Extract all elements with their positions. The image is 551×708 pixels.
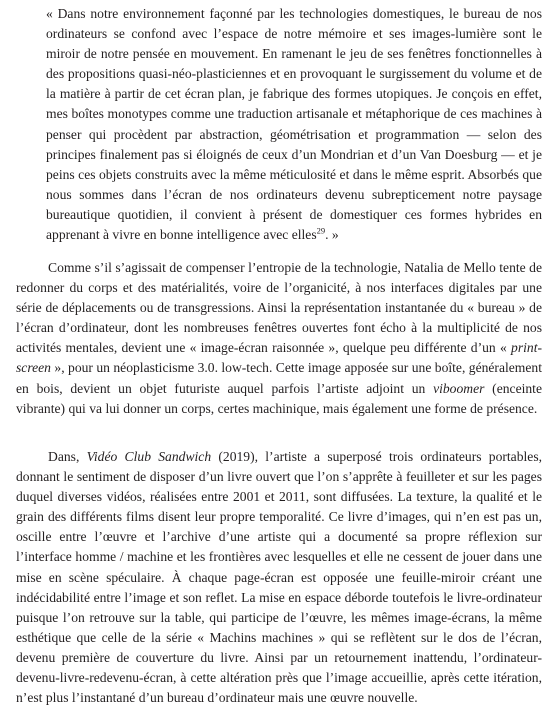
paragraph-1-text-e: (enceinte vibrante) qui va lui donner un corps, certes machinique, mais également une forme de présence. bbox=[16, 380, 542, 416]
term-print-screen: print-screen bbox=[16, 340, 542, 376]
work-title: Vidéo Club Sandwich bbox=[86, 449, 212, 464]
paragraph-1 bbox=[16, 258, 542, 419]
quote-end: . » bbox=[325, 227, 339, 243]
quote-text: « Dans notre environnement façonné par les technologies domestiques, le bureau de nos ordinateurs se confond avec l’espace de notre mémoire et ses images-lumière sont le miroir de notre pensée en mouvement. En ramenant le jeu de ses fenêtres fonctionnelles à des propositions quasi-néo-plasticiennes et en provoquant le surgissement du volume et de la matière à partir de cet écran plan, je fabrique des formes utopiques. Je conçois en effet, mes boîtes monotypes comme une traduction artisanale et métaphorique de ces machines à penser qui procèdent par abstraction, géométrisation et programmation — selon des principes finalement pas si éloignés de ceux d’un Mondrian et d’un Van Doesburg — et je peins ces objets construits avec la même méticulosité et dans le même esprit. Absorbés que nous sommes dans l’écran de nos ordinateurs devenu subrepticement notre paysage bureautique quotidien, il convient à présent de domestiquer ces formes hybrides en apprenant à vivre en bonne intelligence avec elles bbox=[46, 6, 542, 243]
term-viboomer: viboomer bbox=[433, 380, 485, 396]
footnote-marker[interactable]: 29 bbox=[316, 225, 326, 236]
paragraph-2-text-c: (2019), l’artiste a superposé trois ordinateurs portables, donnant le sentiment de disposer d’un livre ouvert que l’on s’apprête à feuilleter et sur les pages duquel diverses vidéos, réalisées entre 2001 et 2011, sont diffusées. La texture, la qualité et le grain des différents films disent leur propre temporalité. Ce livre d’images, qui n’en est pas un, oscille entre l’œuvre et l’archive d’une artiste qui a documenté sa propre réflexion sur l’interface homme / machine et les frontières avec lesquelles et elle ne cessent de jouer dans une mise en scène spéculaire. À chaque page-écran est opposée une feuille-miroir créant une indécidabilité entre l’image et son reflet. La mise en espace déborde toutefois le livre-ordinateur puisque l’on retrouve sur la table, qui participe de l’œuvre, les mêmes image-écrans, la même esthétique que celle de la série « Machins machines » qui se reflètent sur le dos de l’écran, devenu première de couverture du livre. Ainsi par un retournement inattendu, l’ordinateur-devenu-livre-redevenu-écran, à cette altération près que l’image accueillie, après cette itération, n’est plus l’instantané d’un bureau d’ordinateur mais une œuvre nouvelle. bbox=[16, 449, 543, 706]
paragraph-1-text-c: », pour un néoplasticisme 3.0. low-tech. Cette image apposée sur une boîte, généralement en bois, devient un objet futuriste auquel parfois l’artiste adjoint un bbox=[16, 360, 542, 396]
paragraph-1-text-a: Comme s’il s’agissait de compenser l’entropie de la technologie, Natalia de Mello tente de redonner du corps et des matérialités, voire de l’organicité, à nos interfaces digitales par une série de déplacements ou de transgressions. Ainsi la représentation instantanée du « bureau » de l’écran d’ordinateur, dont les nombreuses fenêtres ouvertes font écho à la multiplicité de nos activités mentales, devient une « image-écran raisonnée », quelque peu différente d’un « bbox=[16, 260, 542, 356]
block-quote bbox=[46, 4, 542, 245]
paragraph-2-text-a: Dans, bbox=[48, 449, 80, 464]
paragraph-2 bbox=[16, 447, 542, 708]
